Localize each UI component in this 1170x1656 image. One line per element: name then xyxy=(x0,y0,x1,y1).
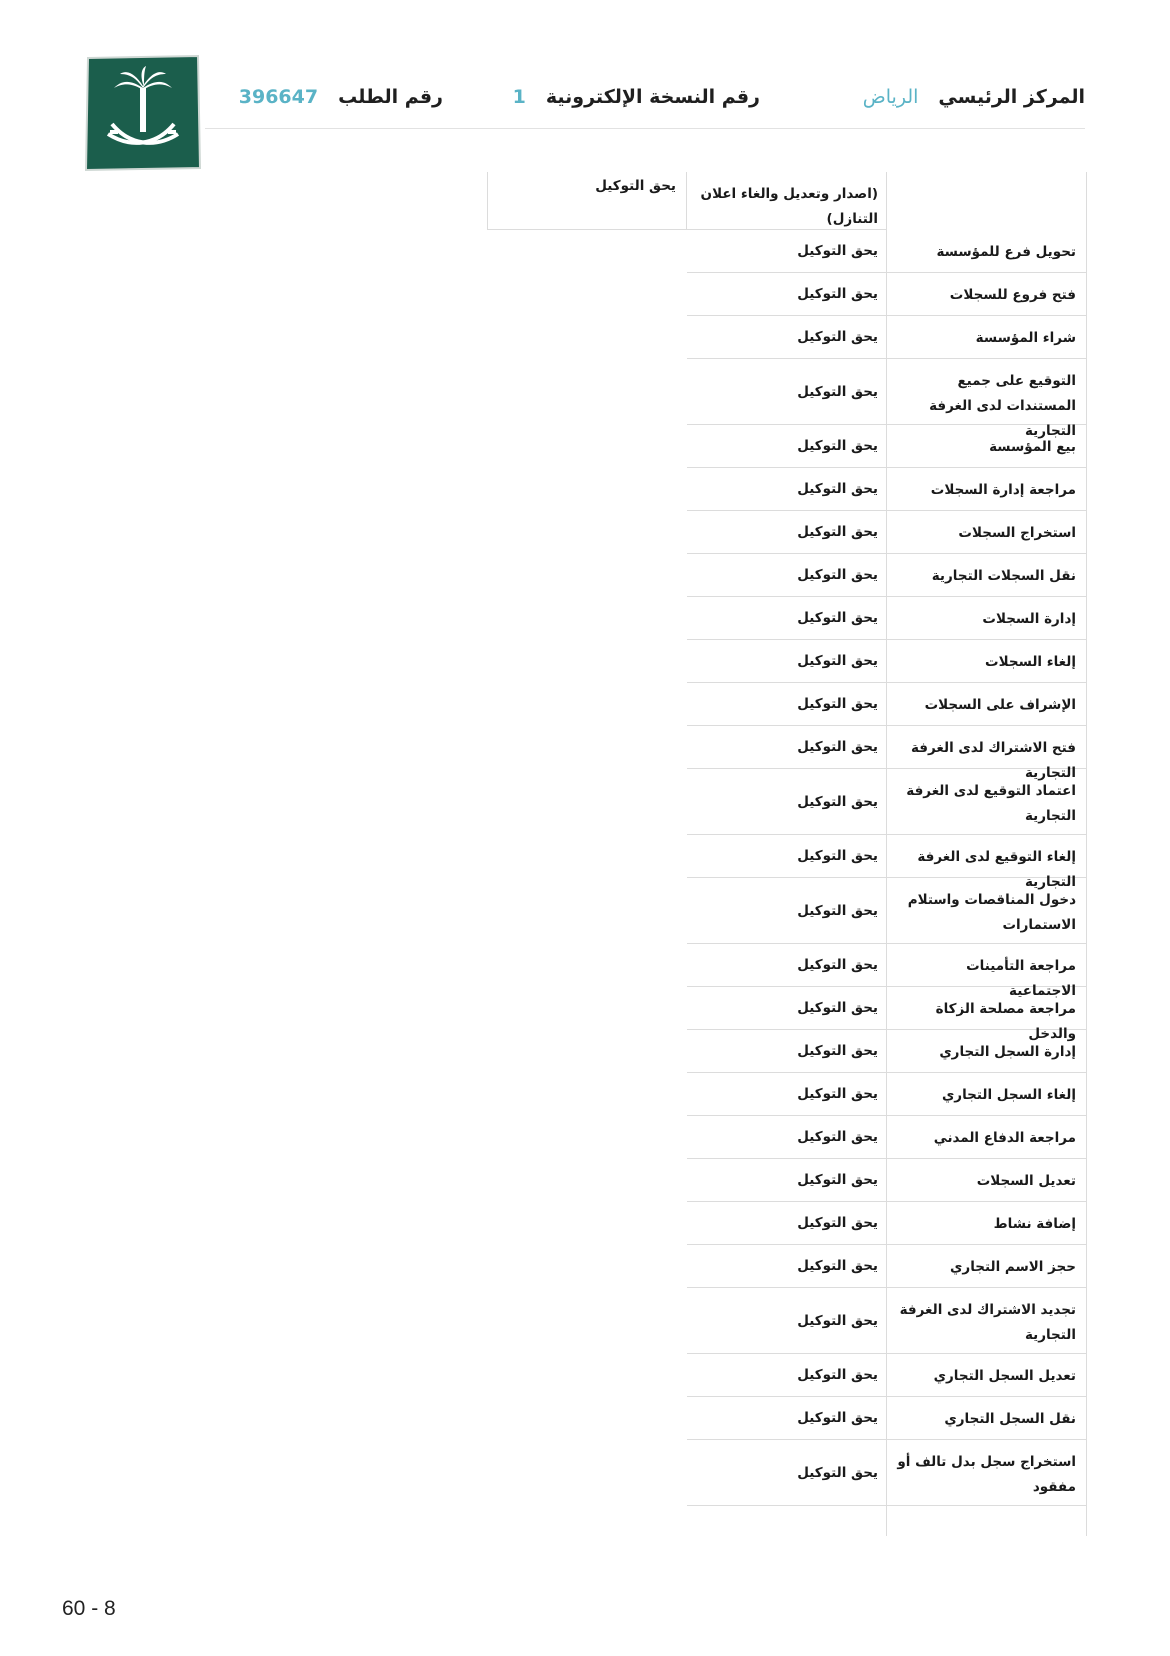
table-cell-continued-value: يحق التوكيل xyxy=(487,172,687,230)
table-row xyxy=(487,1159,1087,1202)
table-row xyxy=(487,944,1087,999)
permission-name: مراجعة التأمينات الاجتماعية xyxy=(887,944,1087,987)
permission-name: مراجعة الدفاع المدني xyxy=(887,1116,1087,1159)
permission-value: يحق التوكيل xyxy=(687,511,887,554)
permission-value: يحق التوكيل xyxy=(687,1397,887,1440)
table-cell-continued: (اصدار وتعديل والغاء اعلان التنازل) xyxy=(687,172,887,230)
table-row xyxy=(487,1354,1087,1397)
table-row xyxy=(487,1288,1087,1354)
table-row xyxy=(487,359,1087,439)
permission-value: يحق التوكيل xyxy=(687,640,887,683)
table-row xyxy=(487,878,1087,944)
permission-value: يحق التوكيل xyxy=(687,1159,887,1202)
permission-value: يحق التوكيل xyxy=(687,1030,887,1073)
permission-value: يحق التوكيل xyxy=(687,1354,887,1397)
table-row xyxy=(487,468,1087,511)
permission-value: يحق التوكيل xyxy=(687,878,887,944)
permission-value: يحق التوكيل xyxy=(687,554,887,597)
permission-value: يحق التوكيل xyxy=(687,769,887,835)
permission-value: يحق التوكيل xyxy=(687,359,887,425)
main-center-value: الرياض xyxy=(862,86,919,108)
request-number-value: 396647 xyxy=(238,86,319,108)
page-number: 60 - 8 xyxy=(62,1597,116,1620)
request-number-field xyxy=(239,86,443,108)
table-row-top xyxy=(487,172,1087,230)
table-row-tail xyxy=(487,1506,1087,1536)
permissions-table xyxy=(487,172,1087,1536)
table-row xyxy=(487,726,1087,781)
permission-name: إدارة السجل التجاري xyxy=(887,1030,1087,1073)
main-center-field xyxy=(863,86,1085,108)
table-cell-empty xyxy=(887,172,1087,230)
permission-name: مراجعة إدارة السجلات xyxy=(887,468,1087,511)
permission-name: شراء المؤسسة xyxy=(887,316,1087,359)
permission-value: يحق التوكيل xyxy=(687,1245,887,1288)
permission-name: اعتماد التوقيع لدى الغرفة التجارية xyxy=(887,769,1087,835)
permission-name: استخراج السجلات xyxy=(887,511,1087,554)
table-row xyxy=(487,273,1087,316)
document-header xyxy=(205,80,1085,129)
table-row xyxy=(487,835,1087,890)
permission-value: يحق التوكيل xyxy=(687,987,887,1030)
permission-value: يحق التوكيل xyxy=(687,273,887,316)
table-row xyxy=(487,554,1087,597)
table-row xyxy=(487,511,1087,554)
electronic-copy-label: رقم النسخة الإلكترونية xyxy=(545,86,760,108)
table-row xyxy=(487,1202,1087,1245)
saudi-emblem-logo xyxy=(84,54,202,172)
permission-value: يحق التوكيل xyxy=(687,1116,887,1159)
table-cell-empty xyxy=(687,1506,887,1536)
permission-value: يحق التوكيل xyxy=(687,1440,887,1506)
permission-value: يحق التوكيل xyxy=(687,316,887,359)
permission-name: بيع المؤسسة xyxy=(887,425,1087,468)
permission-value: يحق التوكيل xyxy=(687,944,887,987)
permission-value: يحق التوكيل xyxy=(687,726,887,769)
permission-name: إضافة نشاط xyxy=(887,1202,1087,1245)
permission-name: إلغاء السجلات xyxy=(887,640,1087,683)
permission-name: دخول المناقصات واستلام الاستمارات xyxy=(887,878,1087,944)
permission-name: استخراج سجل بدل تالف أو مفقود xyxy=(887,1440,1087,1506)
permission-value: يحق التوكيل xyxy=(687,835,887,878)
permission-value: يحق التوكيل xyxy=(687,597,887,640)
permission-name: الإشراف على السجلات xyxy=(887,683,1087,726)
table-row xyxy=(487,769,1087,835)
electronic-copy-field xyxy=(513,86,760,108)
permission-name: إدارة السجلات xyxy=(887,597,1087,640)
table-row xyxy=(487,230,1087,273)
table-row xyxy=(487,1245,1087,1288)
permission-name: فتح فروع للسجلات xyxy=(887,273,1087,316)
permission-name: فتح الاشتراك لدى الغرفة التجارية xyxy=(887,726,1087,769)
table-row xyxy=(487,987,1087,1042)
table-row xyxy=(487,425,1087,468)
table-row xyxy=(487,316,1087,359)
permission-name: تجديد الاشتراك لدى الغرفة التجارية xyxy=(887,1288,1087,1354)
table-row xyxy=(487,640,1087,683)
main-center-label: المركز الرئيسي xyxy=(938,86,1085,108)
table-row xyxy=(487,1116,1087,1159)
permission-value: يحق التوكيل xyxy=(687,425,887,468)
table-row xyxy=(487,1030,1087,1073)
table-row xyxy=(487,597,1087,640)
request-number-label: رقم الطلب xyxy=(338,86,443,108)
permission-name: التوقيع على جميع المستندات لدى الغرفة التجارية xyxy=(887,359,1087,425)
table-cell-empty xyxy=(887,1506,1087,1536)
permission-name: إلغاء التوقيع لدى الغرفة التجارية xyxy=(887,835,1087,878)
permission-name: تعديل السجل التجاري xyxy=(887,1354,1087,1397)
electronic-copy-value: 1 xyxy=(512,86,526,108)
permission-name: نقل السجلات التجارية xyxy=(887,554,1087,597)
permission-name: مراجعة مصلحة الزكاة والدخل xyxy=(887,987,1087,1030)
permission-value: يحق التوكيل xyxy=(687,1288,887,1354)
permission-value: يحق التوكيل xyxy=(687,230,887,273)
permission-value: يحق التوكيل xyxy=(687,468,887,511)
permission-name: تعديل السجلات xyxy=(887,1159,1087,1202)
table-row xyxy=(487,1073,1087,1116)
permission-name: إلغاء السجل التجاري xyxy=(887,1073,1087,1116)
permission-name: نقل السجل التجاري xyxy=(887,1397,1087,1440)
permission-name: تحويل فرع للمؤسسة xyxy=(887,230,1087,273)
permission-value: يحق التوكيل xyxy=(687,683,887,726)
table-row xyxy=(487,683,1087,726)
table-row xyxy=(487,1397,1087,1440)
permission-value: يحق التوكيل xyxy=(687,1073,887,1116)
palm-swords-icon xyxy=(84,54,202,172)
table-row xyxy=(487,1440,1087,1506)
permission-name: حجز الاسم التجاري xyxy=(887,1245,1087,1288)
permission-value: يحق التوكيل xyxy=(687,1202,887,1245)
